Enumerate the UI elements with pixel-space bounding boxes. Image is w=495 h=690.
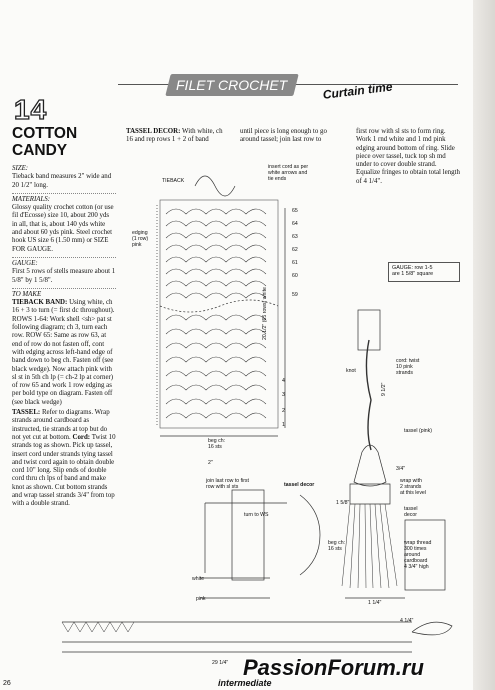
row-61: 61 bbox=[292, 260, 298, 266]
wrap-note bbox=[400, 478, 426, 496]
wrap-thread-note bbox=[404, 540, 431, 570]
tassel-decor-band bbox=[350, 484, 390, 504]
subsection-title: Curtain time bbox=[322, 79, 394, 102]
tassel-decor-label: tassel decor bbox=[284, 482, 315, 488]
tassel-decor-line1: tassel bbox=[404, 506, 418, 512]
materials-text: Glossy quality crochet cotton (or use fil d'Ecosse) size 10, about 200 yds in all, that is, about 140 yds white and about 60 yds pink. Steel crochet hook US size 6 (1.50 mm) or SIZE FOR GAUGE. bbox=[12, 204, 114, 253]
row-59: 59 bbox=[292, 292, 298, 298]
width-2in: 2" bbox=[208, 460, 213, 466]
cord-heading: Cord: bbox=[72, 433, 91, 441]
stitch-rows bbox=[166, 209, 266, 418]
row-64: 64 bbox=[292, 221, 298, 227]
edging-line3: pink bbox=[132, 242, 142, 248]
join-note bbox=[206, 478, 249, 490]
dim-1-5-8: 1 5/8" bbox=[336, 500, 350, 506]
beg-ch-line2: 16 sts bbox=[208, 444, 222, 450]
wrap-line2: 2 strands bbox=[400, 484, 422, 490]
band-tassel bbox=[412, 622, 452, 635]
wrap-thread-line2: 300 times bbox=[404, 546, 427, 552]
edging-line1: edging bbox=[132, 230, 148, 236]
tassel-pink-label: tassel (pink) bbox=[404, 428, 432, 434]
tassel-decor-text: With white, ch 16 and rep rows 1 + 2 of band bbox=[126, 128, 223, 144]
row-65: 65 bbox=[292, 208, 298, 214]
decor-edging-lines bbox=[200, 578, 270, 598]
knot-label: knot bbox=[346, 368, 356, 374]
cord-note bbox=[396, 358, 419, 376]
row-62: 62 bbox=[292, 247, 298, 253]
decor-curl bbox=[300, 495, 320, 575]
length-line2: white bbox=[262, 287, 268, 300]
cord-text: Twist 10 strands tog as shown. Pick up tassel, insert cord under strands tying tassel and twist cord again to obtain double cord 10" long. Slip ends of double cord thru ch lps of band and make knot as shown. Cut bottom strands and wrap tassel strands 3/4" from top with a double strand. bbox=[12, 433, 116, 508]
tieback-label: TIEBACK bbox=[162, 178, 185, 184]
twisted-cord bbox=[366, 340, 371, 450]
row-1: 1 bbox=[282, 422, 285, 428]
gauge-box-line1: GAUGE: row 1-5 bbox=[392, 265, 433, 271]
cord-line2: 10 pink bbox=[396, 364, 413, 370]
gauge-box-line2: are 1 5/8" square bbox=[392, 271, 434, 278]
title-line-1: COTTON bbox=[12, 125, 78, 142]
dim-4-1-4: 4 1/4" bbox=[400, 618, 414, 624]
edging-line2: (1 row) bbox=[132, 236, 149, 242]
to-make-heading: TO MAKE bbox=[12, 290, 42, 298]
beg-ch-line1: beg ch: bbox=[208, 438, 226, 444]
wrap-line3: at this level bbox=[400, 490, 426, 496]
cord-line3: strands bbox=[396, 370, 414, 376]
wrap-line1: wrap with bbox=[400, 478, 422, 484]
decor-beg-line2: 16 sts bbox=[328, 546, 342, 552]
tassel-decor-note bbox=[404, 506, 418, 518]
insert-line2: white arrows and bbox=[268, 170, 308, 176]
tassel-heading: TASSEL: bbox=[12, 409, 41, 417]
cord-loops bbox=[195, 176, 235, 196]
size-text: Tieback band measures 2" wide and 20 1/2" long. bbox=[12, 173, 112, 189]
row-4: 4 bbox=[282, 378, 285, 384]
band-scallop bbox=[62, 622, 134, 632]
footer-level: intermediate bbox=[218, 678, 272, 688]
chart-break bbox=[160, 300, 278, 312]
wrap-thread-line4: cardboard bbox=[404, 558, 428, 564]
cord-line1: cord: twist bbox=[396, 358, 420, 364]
title-line-2: CANDY bbox=[12, 142, 68, 159]
dim-29-1-4: 29 1/4" bbox=[212, 660, 229, 666]
row-2: 2 bbox=[282, 408, 285, 414]
finishing-text: first row with sl sts to form ring. Work 1 rnd white and 1 md pink edging around bottom of ring. Slide piece over tassel, tuck top sh md under to cover double strand. Equalize fringes to obtain total length of 4 1/4". bbox=[356, 128, 460, 185]
tassel-fringe bbox=[342, 504, 397, 588]
length-line1: 20 1/2" (65 rows) bbox=[262, 300, 268, 340]
decor-swatch bbox=[232, 490, 264, 580]
full-band-outline bbox=[62, 622, 412, 642]
wrap-thread-line5: 4 3/4" high bbox=[404, 564, 429, 570]
tassel-decor-line2: decor bbox=[404, 512, 417, 518]
edging-note bbox=[132, 230, 148, 248]
insert-line3: tie ends bbox=[268, 176, 287, 182]
wrap-thread-line1: wrap thread bbox=[404, 540, 432, 546]
turn-ws-label: turn to WS bbox=[244, 512, 269, 518]
size-heading: SIZE: bbox=[12, 165, 29, 172]
tieback-band-heading: TIEBACK BAND: bbox=[12, 299, 68, 307]
materials-heading: MATERIALS: bbox=[12, 195, 51, 203]
gauge-text: First 5 rows of stells measure about 1 5/8" by 1 5/8". bbox=[12, 268, 116, 284]
page-number: 26 bbox=[3, 680, 11, 687]
section-title: FILET CROCHET bbox=[176, 77, 288, 93]
gauge-heading: GAUGE: bbox=[12, 259, 38, 267]
row-3: 3 bbox=[282, 392, 285, 398]
dim-1-1-4: 1 1/4" bbox=[368, 600, 382, 606]
decor-beg-line1: beg ch: bbox=[328, 540, 346, 546]
insert-note bbox=[268, 164, 308, 182]
join-line1: join last row to first bbox=[206, 478, 249, 484]
tassel-decor-heading: TASSEL DECOR: bbox=[126, 128, 181, 135]
insert-line1: insert cord as per bbox=[268, 164, 309, 170]
tieback-band-text: Using white, ch 16 + 3 to turn (= first dc throughout). ROWS 1-64: Work shell <sh> pat st following diagram; ch 3, turn each row. ROW 65: Same as row 63, at end of row do not fasten off, cont with edging across left-hand edge of band down to beg ch. Fasten off (see black wedge). Now attach pink with sl st in 5th ch lp (= ch-2 lp at corner) of row 65 and work 1 row edging as per bold type on diagram. Fasten off (see black wedge) bbox=[12, 299, 115, 406]
beg-ch-note bbox=[208, 438, 225, 450]
length-9-1-2: 9 1/2" bbox=[381, 382, 387, 396]
tassel-head bbox=[354, 445, 386, 486]
length-note bbox=[262, 287, 268, 340]
pattern-number: 14 bbox=[14, 94, 48, 125]
pink-label: pink bbox=[196, 596, 206, 602]
three-quarter-label: 3/4" bbox=[396, 466, 406, 472]
decor-beg-note bbox=[328, 540, 345, 552]
watermark: PassionForum.ru bbox=[243, 655, 424, 680]
tassel-text: Refer to diagrams. Wrap strands around cardboard as instructed, tie strands at top but do not yet cut at bottom. bbox=[12, 409, 110, 441]
wrap-thread-line3: around bbox=[404, 552, 421, 558]
cord-knot-box bbox=[358, 310, 380, 350]
continued-text: until piece is long enough to go around tassel; join last row to bbox=[240, 128, 327, 144]
row-63: 63 bbox=[292, 234, 298, 240]
white-label: white bbox=[192, 576, 205, 582]
join-line2: row with sl sts bbox=[206, 484, 239, 490]
row-60: 60 bbox=[292, 273, 298, 279]
